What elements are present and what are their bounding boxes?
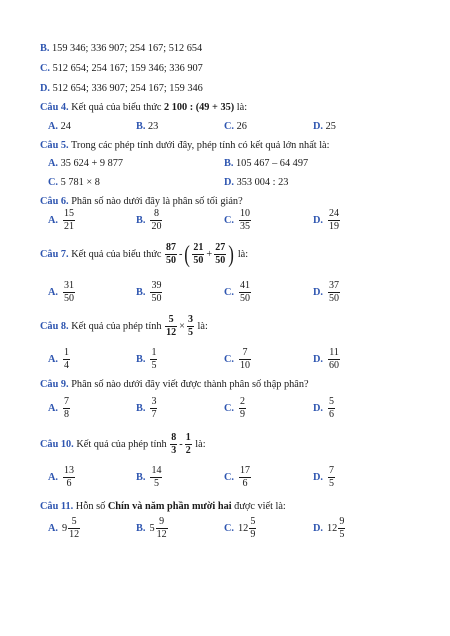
option-label: C. <box>40 63 51 74</box>
question-text: Phân số nào dưới đây là phân số tối giản? <box>71 196 243 207</box>
question-11 <box>40 500 286 513</box>
option-text: 26 <box>236 121 247 132</box>
option-label: B. <box>224 158 234 169</box>
question-label: Câu 7. <box>40 249 69 260</box>
option-label: A. <box>48 287 59 298</box>
numerator: 3 <box>187 314 193 325</box>
numerator: 1 <box>151 347 157 358</box>
denominator: 12 <box>166 327 177 338</box>
expression-fraction-2 <box>185 432 192 457</box>
numerator: 7 <box>64 396 70 407</box>
option-fraction <box>239 396 246 421</box>
right-paren-icon: ) <box>228 241 235 268</box>
option-label: D. <box>313 287 324 298</box>
option-label: B. <box>136 523 146 534</box>
option-label: C. <box>224 403 235 414</box>
numerator: 21 <box>193 242 204 253</box>
denominator: 50 <box>193 255 204 266</box>
q10-option-a[interactable] <box>48 465 76 490</box>
numerator: 5 <box>68 516 80 529</box>
q5-option-a[interactable] <box>48 157 123 170</box>
option-fraction <box>63 208 75 233</box>
option-label: A. <box>48 523 59 534</box>
q9-option-d[interactable] <box>313 396 336 421</box>
question-label: Câu 9. <box>40 379 69 390</box>
question-text-end: được viết là: <box>231 501 286 512</box>
whole-number: 12 <box>238 523 249 534</box>
denominator: 60 <box>329 360 340 371</box>
expression-fraction-2 <box>192 242 204 267</box>
option-fraction <box>150 396 157 421</box>
numerator: 27 <box>215 242 226 253</box>
denominator: 9 <box>240 409 246 420</box>
option-text: 23 <box>148 121 159 132</box>
q10-option-c[interactable] <box>224 465 252 490</box>
numerator: 8 <box>150 208 162 221</box>
numerator: 13 <box>64 465 75 476</box>
denominator: 5 <box>151 360 157 371</box>
numerator: 5 <box>165 314 177 327</box>
whole-number: 9 <box>62 523 68 534</box>
question-text: Kết quả của biểu thức <box>71 102 164 113</box>
denominator: 7 <box>151 409 157 420</box>
option-fraction <box>239 208 251 233</box>
option-fraction <box>239 347 251 372</box>
option-label: C. <box>224 121 235 132</box>
question-text: Kết quả của phép tính <box>71 321 162 332</box>
q11-option-a[interactable] <box>48 516 81 541</box>
q9-option-c[interactable] <box>224 396 247 421</box>
option-label: D. <box>313 472 324 483</box>
numerator: 9 <box>156 516 168 529</box>
option-fraction <box>150 347 157 372</box>
numerator: 7 <box>239 347 251 360</box>
q5-option-b[interactable] <box>224 157 308 170</box>
option-label: A. <box>48 354 59 365</box>
option-fraction <box>249 516 256 541</box>
expression-fraction-1 <box>170 432 177 457</box>
question-emphasis: Chín và năm phần mười hai <box>107 501 232 512</box>
numerator: 17 <box>240 465 251 476</box>
question-text: Hỗn số <box>75 501 108 512</box>
denominator: 12 <box>69 529 80 540</box>
option-text: 512 654; 336 907; 254 167; 159 346 <box>52 83 203 94</box>
option-label: B. <box>136 403 146 414</box>
numerator: 31 <box>64 280 75 291</box>
option-fraction <box>63 396 70 421</box>
option-text: 512 654; 254 167; 159 346; 336 907 <box>52 63 203 74</box>
option-fraction <box>156 516 168 541</box>
option-fraction <box>150 465 162 490</box>
option-fraction <box>328 347 340 372</box>
question-text: Trong các phép tính dưới đây, phép tính có kết quả lớn nhất là: <box>71 140 330 151</box>
q7-option-a[interactable] <box>48 280 76 305</box>
option-d[interactable] <box>40 82 203 95</box>
option-text: 5 781 × 8 <box>60 177 100 188</box>
denominator: 8 <box>64 409 70 420</box>
option-fraction <box>328 280 340 305</box>
option-fraction <box>328 465 335 490</box>
numerator: 1 <box>185 432 191 443</box>
denominator: 50 <box>215 255 226 266</box>
numerator: 7 <box>329 465 335 476</box>
numerator: 5 <box>329 396 335 407</box>
plus-sign: + <box>206 249 213 260</box>
q9-option-a[interactable] <box>48 396 71 421</box>
numerator: 10 <box>240 208 251 219</box>
denominator: 35 <box>240 221 251 232</box>
question-label: Câu 4. <box>40 102 69 113</box>
option-label: A. <box>48 403 59 414</box>
option-label: D. <box>313 354 324 365</box>
option-label: B. <box>136 287 146 298</box>
option-c[interactable] <box>40 62 203 75</box>
q5-option-d[interactable] <box>224 176 288 189</box>
option-fraction <box>150 280 162 305</box>
question-8 <box>40 314 208 339</box>
numerator: 3 <box>151 396 157 407</box>
q6-option-a[interactable] <box>48 208 76 233</box>
option-fraction <box>63 347 70 372</box>
denominator: 5 <box>187 327 193 338</box>
question-text: Kết quả của phép tính <box>76 439 167 450</box>
option-label: A. <box>48 215 59 226</box>
option-text: 353 004 : 23 <box>236 177 289 188</box>
q6-option-d[interactable] <box>313 208 341 233</box>
question-expression: 2 100 : (49 + 35) <box>163 102 235 113</box>
option-fraction <box>338 516 345 541</box>
option-text: 24 <box>60 121 71 132</box>
option-label: C. <box>224 523 235 534</box>
q9-option-b[interactable] <box>136 396 158 421</box>
q4-option-b[interactable] <box>136 120 158 133</box>
whole-number: 5 <box>149 523 155 534</box>
q8-option-a[interactable] <box>48 347 71 372</box>
q8-option-b[interactable] <box>136 347 158 372</box>
option-label: C. <box>224 472 235 483</box>
numerator: 9 <box>339 516 345 527</box>
left-paren-icon: ( <box>184 241 191 268</box>
option-label: C. <box>224 287 235 298</box>
option-label: B. <box>136 215 146 226</box>
q8-option-d[interactable] <box>313 347 341 372</box>
question-text-end: là: <box>195 439 206 450</box>
denominator: 12 <box>156 529 167 540</box>
denominator: 50 <box>329 293 340 304</box>
question-text-end: là: <box>197 321 208 332</box>
numerator: 14 <box>151 465 162 476</box>
option-fraction <box>150 208 162 233</box>
option-fraction <box>239 280 251 305</box>
question-9 <box>40 378 309 391</box>
denominator: 6 <box>242 478 248 489</box>
question-label: Câu 8. <box>40 321 69 332</box>
option-label: C. <box>48 177 59 188</box>
q6-option-c[interactable] <box>224 208 252 233</box>
numerator: 24 <box>329 208 340 219</box>
numerator: 39 <box>151 280 162 291</box>
option-label: A. <box>48 158 59 169</box>
denominator: 19 <box>329 221 340 232</box>
option-text: 35 624 + 9 877 <box>60 158 124 169</box>
denominator: 21 <box>64 221 75 232</box>
option-label: A. <box>48 472 59 483</box>
denominator: 6 <box>66 478 72 489</box>
expression-fraction-1 <box>165 314 177 339</box>
minus-sign: - <box>179 439 183 450</box>
question-4 <box>40 101 247 114</box>
question-label: Câu 5. <box>40 140 69 151</box>
numerator: 37 <box>329 280 340 291</box>
multiply-sign: × <box>179 321 185 332</box>
question-10 <box>40 432 206 457</box>
denominator: 5 <box>329 478 335 489</box>
denominator: 2 <box>185 445 191 456</box>
question-5 <box>40 139 330 152</box>
denominator: 4 <box>64 360 70 371</box>
denominator: 6 <box>329 409 335 420</box>
question-6 <box>40 195 243 208</box>
denominator: 50 <box>151 293 162 304</box>
option-label: D. <box>313 523 324 534</box>
expression-fraction-3 <box>214 242 226 267</box>
q11-option-d[interactable] <box>313 516 346 541</box>
denominator: 50 <box>165 255 176 266</box>
option-text: 159 346; 336 907; 254 167; 512 654 <box>52 43 203 54</box>
option-label: B. <box>40 43 50 54</box>
option-fraction <box>68 516 80 541</box>
q10-option-b[interactable] <box>136 465 163 490</box>
minus-sign: - <box>178 249 183 260</box>
question-label: Câu 11. <box>40 501 74 512</box>
option-fraction <box>239 465 251 490</box>
option-label: A. <box>48 121 59 132</box>
numerator: 87 <box>165 242 176 253</box>
option-text: 105 467 – 64 497 <box>236 158 309 169</box>
q11-option-c[interactable] <box>224 516 257 541</box>
q4-option-c[interactable] <box>224 120 247 133</box>
option-label: C. <box>224 215 235 226</box>
question-text: Kết quả của biểu thức <box>71 249 162 260</box>
q11-option-b[interactable] <box>136 516 169 541</box>
numerator: 5 <box>250 516 256 527</box>
option-fraction <box>63 465 75 490</box>
option-label: D. <box>313 215 324 226</box>
option-text: 25 <box>325 121 336 132</box>
numerator: 2 <box>240 396 246 407</box>
expression-fraction-1 <box>165 242 177 267</box>
whole-number: 12 <box>327 523 338 534</box>
denominator: 10 <box>240 360 251 371</box>
denominator: 5 <box>153 478 159 489</box>
numerator: 41 <box>240 280 251 291</box>
denominator: 5 <box>339 529 345 540</box>
question-text-end: là: <box>234 102 248 113</box>
q7-option-d[interactable] <box>313 280 341 305</box>
denominator: 3 <box>171 445 177 456</box>
question-text: Phân số nào dưới đây viết được thành phân số thập phân? <box>71 379 309 390</box>
numerator: 1 <box>64 347 70 358</box>
q4-option-d[interactable] <box>313 120 336 133</box>
denominator: 20 <box>151 221 162 232</box>
option-fraction <box>63 280 75 305</box>
question-label: Câu 10. <box>40 439 74 450</box>
numerator: 15 <box>64 208 75 219</box>
expression-fraction-2 <box>187 314 194 339</box>
option-label: D. <box>40 83 51 94</box>
question-7 <box>40 242 248 267</box>
q10-option-d[interactable] <box>313 465 336 490</box>
question-label: Câu 6. <box>40 196 69 207</box>
q7-option-b[interactable] <box>136 280 163 305</box>
option-fraction <box>328 208 340 233</box>
option-fraction <box>328 396 335 421</box>
numerator: 11 <box>329 347 339 358</box>
option-b[interactable] <box>40 42 202 55</box>
option-label: B. <box>136 354 146 365</box>
q8-option-c[interactable] <box>224 347 252 372</box>
q5-option-c[interactable] <box>48 176 100 189</box>
denominator: 50 <box>64 293 75 304</box>
option-label: B. <box>136 472 146 483</box>
question-text-end: là: <box>237 249 249 260</box>
option-label: D. <box>313 121 324 132</box>
option-label: D. <box>224 177 235 188</box>
option-label: B. <box>136 121 146 132</box>
numerator: 8 <box>171 432 177 443</box>
q7-option-c[interactable] <box>224 280 252 305</box>
q6-option-b[interactable] <box>136 208 163 233</box>
option-label: C. <box>224 354 235 365</box>
option-label: D. <box>313 403 324 414</box>
denominator: 9 <box>250 529 256 540</box>
q4-option-a[interactable] <box>48 120 71 133</box>
denominator: 50 <box>240 293 251 304</box>
